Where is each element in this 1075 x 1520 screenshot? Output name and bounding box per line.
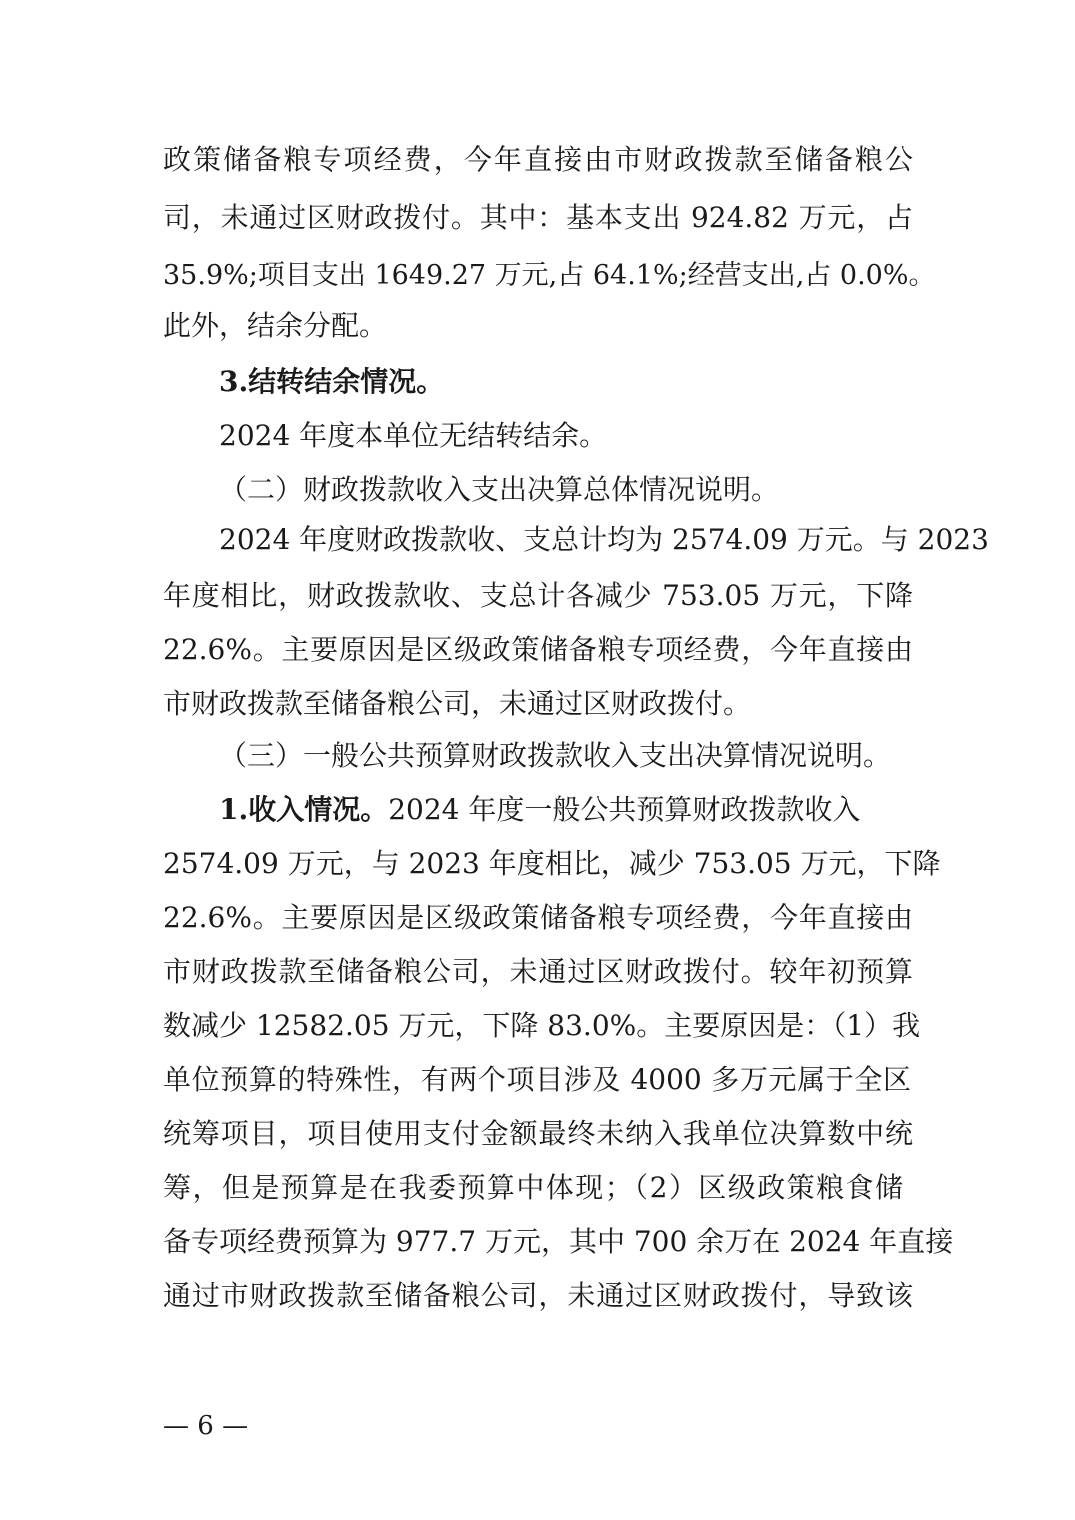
paragraph-line: 司，未通过区财政拨付。其中：基本支出 924.82 万元，占 [163,201,913,234]
page-number: — 6 — [163,1411,249,1441]
paragraph-line: 22.6%。主要原因是区级政策储备粮专项经费，今年直接由 [163,633,913,666]
paragraph-line: 数减少 12582.05 万元，下降 83.0%。主要原因是：（1）我 [163,1009,921,1042]
paragraph-line: 备专项经费预算为 977.7 万元，其中 700 余万在 2024 年直接 [163,1225,954,1258]
line-text: 2024 年度一般公共预算财政拨款收入 [388,793,861,826]
paragraph-line: 2024 年度财政拨款收、支总计均为 2574.09 万元。与 2023 [219,523,989,556]
section-heading: （三）一般公共预算财政拨款收入支出决算情况说明。 [219,739,892,772]
paragraph-line: 2024 年度本单位无结转结余。 [219,419,608,452]
paragraph-line: 此外，结余分配。 [163,309,388,342]
section-heading: 3.结转结余情况。 [219,365,445,398]
paragraph-line: 35.9%;项目支出 1649.27 万元,占 64.1%;经营支出,占 0.0%。 [163,260,936,291]
paragraph-line [219,792,1075,828]
paragraph-line [163,142,913,178]
paragraph-line: 市财政拨款至储备粮公司，未通过区财政拨付。 [163,687,752,720]
paragraph-line: 单位预算的特殊性，有两个项目涉及 4000 多万元属于全区 [163,1063,911,1096]
paragraph-line: 通过市财政拨款至储备粮公司，未通过区财政拨付，导致该 [163,1279,913,1312]
paragraph-line: 市财政拨款至储备粮公司，未通过区财政拨付。较年初预算 [163,955,913,988]
line-text: 政策储备粮专项经费，今年直接由市财政拨款至储备粮公 [163,143,913,176]
section-heading: （二）财政拨款收入支出决算总体情况说明。 [219,473,780,506]
income-heading: 1.收入情况。 [219,793,389,826]
paragraph-line: 2574.09 万元，与 2023 年度相比，减少 753.05 万元，下降 [163,847,941,880]
paragraph-line: 年度相比，财政拨款收、支总计各减少 753.05 万元，下降 [163,579,913,612]
paragraph-line: 22.6%。主要原因是区级政策储备粮专项经费，今年直接由 [163,901,913,934]
paragraph-line: 筹，但是预算是在我委预算中体现；（2）区级政策粮食储 [163,1171,903,1204]
paragraph-line: 统筹项目，项目使用支付金额最终未纳入我单位决算数中统 [163,1117,913,1150]
